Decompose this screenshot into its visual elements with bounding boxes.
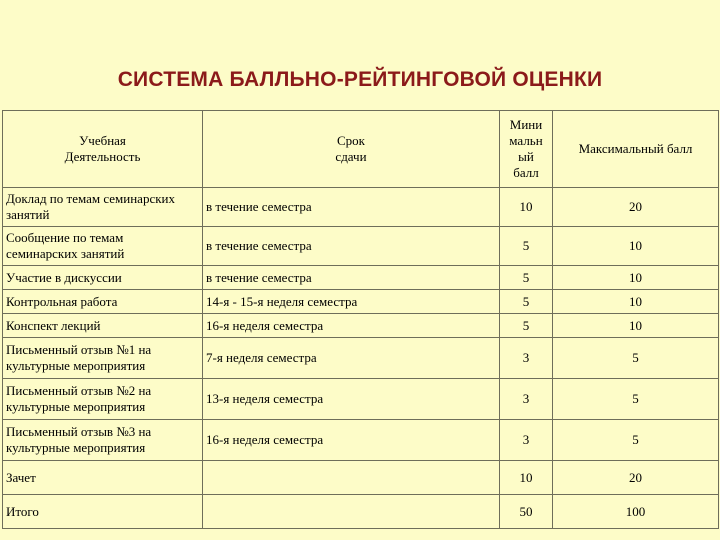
min-score-cell: 10 <box>500 461 553 495</box>
header-min-line: балл <box>513 165 539 180</box>
term-cell: в течение семестра <box>203 188 500 227</box>
max-score-cell: 10 <box>553 290 719 314</box>
activity-cell <box>3 227 203 266</box>
activity-line: семинарских занятий <box>6 246 125 261</box>
max-score-cell: 10 <box>553 227 719 266</box>
header-term-line: сдачи <box>335 149 367 164</box>
header-min-score <box>500 111 553 188</box>
activity-line: Сообщение по темам <box>6 230 124 245</box>
activity-cell: Конспект лекций <box>3 314 203 338</box>
max-score-cell: 20 <box>553 188 719 227</box>
table-row <box>3 495 719 529</box>
term-cell <box>203 495 500 529</box>
min-score-cell: 50 <box>500 495 553 529</box>
header-activity-line: Деятельность <box>64 149 141 164</box>
header-min-line: ый <box>518 149 534 164</box>
activity-cell <box>3 420 203 461</box>
table-row <box>3 338 719 379</box>
grading-table <box>2 110 719 529</box>
term-cell: в течение семестра <box>203 227 500 266</box>
activity-cell: Зачет <box>3 461 203 495</box>
min-score-cell: 3 <box>500 420 553 461</box>
table-row <box>3 290 719 314</box>
header-term <box>203 111 500 188</box>
term-cell: 14-я - 15-я неделя семестра <box>203 290 500 314</box>
max-score-cell: 5 <box>553 379 719 420</box>
activity-line: культурные мероприятия <box>6 440 146 455</box>
min-score-cell: 3 <box>500 338 553 379</box>
table-row <box>3 188 719 227</box>
activity-line: Письменный отзыв №1 на <box>6 342 152 357</box>
page-title: СИСТЕМА БАЛЛЬНО-РЕЙТИНГОВОЙ ОЦЕНКИ <box>117 68 603 91</box>
activity-cell: Контрольная работа <box>3 290 203 314</box>
header-min-line: мальн <box>509 133 543 148</box>
min-score-cell: 5 <box>500 290 553 314</box>
table-row <box>3 266 719 290</box>
activity-cell <box>3 338 203 379</box>
activity-line: занятий <box>6 207 50 222</box>
term-cell: 7-я неделя семестра <box>203 338 500 379</box>
activity-cell: Участие в дискуссии <box>3 266 203 290</box>
activity-line: Письменный отзыв №3 на <box>6 424 152 439</box>
activity-line: Доклад по темам семинарских <box>6 191 175 206</box>
table-row <box>3 379 719 420</box>
table-row <box>3 420 719 461</box>
activity-cell: Итого <box>3 495 203 529</box>
table-row <box>3 314 719 338</box>
term-cell: 16-я неделя семестра <box>203 420 500 461</box>
header-activity-line: Учебная <box>79 133 126 148</box>
min-score-cell: 3 <box>500 379 553 420</box>
term-cell: 16-я неделя семестра <box>203 314 500 338</box>
activity-line: культурные мероприятия <box>6 399 146 414</box>
header-max-score: Максимальный балл <box>553 111 719 188</box>
min-score-cell: 5 <box>500 266 553 290</box>
max-score-cell: 10 <box>553 266 719 290</box>
term-cell: 13-я неделя семестра <box>203 379 500 420</box>
header-min-line: Мини <box>509 117 543 132</box>
max-score-cell: 20 <box>553 461 719 495</box>
max-score-cell: 100 <box>553 495 719 529</box>
max-score-cell: 5 <box>553 338 719 379</box>
min-score-cell: 10 <box>500 188 553 227</box>
min-score-cell: 5 <box>500 227 553 266</box>
term-cell: в течение семестра <box>203 266 500 290</box>
header-activity <box>3 111 203 188</box>
activity-cell <box>3 379 203 420</box>
table-row <box>3 461 719 495</box>
activity-cell <box>3 188 203 227</box>
header-term-line: Срок <box>337 133 365 148</box>
activity-line: Письменный отзыв №2 на <box>6 383 152 398</box>
term-cell <box>203 461 500 495</box>
activity-line: культурные мероприятия <box>6 358 146 373</box>
min-score-cell: 5 <box>500 314 553 338</box>
max-score-cell: 10 <box>553 314 719 338</box>
table-row <box>3 227 719 266</box>
table-header-row <box>3 111 719 188</box>
max-score-cell: 5 <box>553 420 719 461</box>
